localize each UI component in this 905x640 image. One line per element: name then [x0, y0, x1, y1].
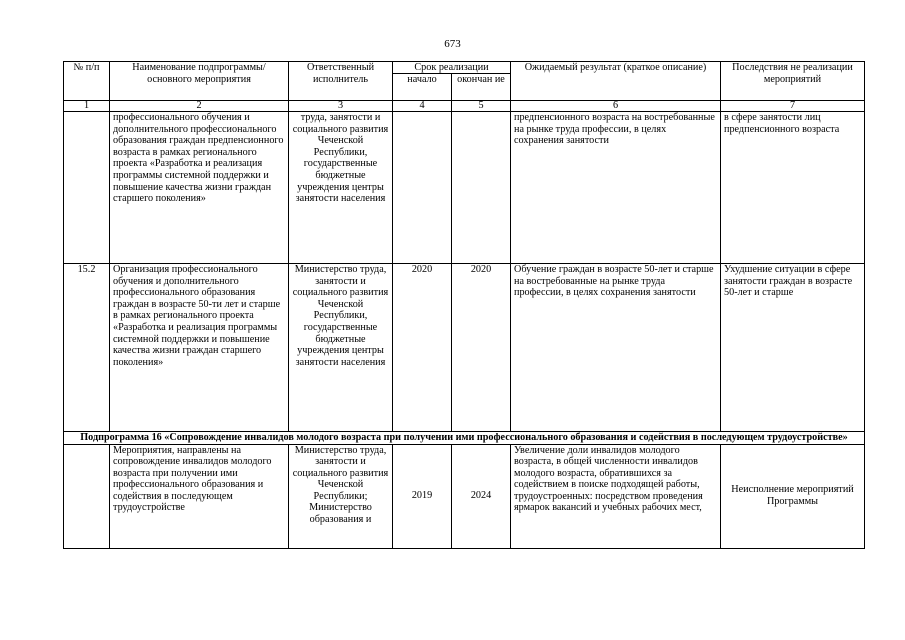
col-number: 6	[511, 101, 721, 112]
header-row	[64, 62, 865, 74]
header-consequence: Последствия не реализации мероприятий	[721, 62, 865, 101]
row-num: 15.2	[64, 264, 110, 432]
subprogram-row	[64, 432, 865, 445]
col-number: 7	[721, 101, 865, 112]
page-number: 673	[444, 38, 461, 50]
header-end: окончан ие	[452, 74, 511, 101]
row-result: Увеличение доли инвалидов молодого возраста, в общей численности инвалидов молодого возраста, обратившихся за содействием в поиске подходящей работы, трудоустроенных: посредством проведения ярмарок вакансий и учебных рабочих мест,	[511, 444, 721, 548]
row-result: Обучение граждан в возрасте 50-лет и старше на востребованные на рынке труда профессии, в целях сохранения занятости	[511, 264, 721, 432]
row-executor: Министерство труда, занятости и социального развития Чеченской Республики; Министерство образования и	[289, 444, 393, 548]
row-num	[64, 444, 110, 548]
row-start: 2019	[393, 444, 452, 548]
row-name: Организация профессионального обучения и дополнительного профессионального образования граждан в возрасте 50-ти лет и старше в рамках регионального проекта «Разработка и реализация программы системной поддержки и повышение качества жизни граждан старшего поколения»	[110, 264, 289, 432]
header-num: № п/п	[64, 62, 110, 101]
row-consequence: Ухудшение ситуации в сфере занятости граждан в возрасте 50-лет и старше	[721, 264, 865, 432]
row-consequence: Неисполнение мероприятий Программы	[721, 444, 865, 548]
header-start: начало	[393, 74, 452, 101]
row-end: 2024	[452, 444, 511, 548]
table-row	[64, 264, 865, 432]
row-consequence: в сфере занятости лиц предпенсионного возраста	[721, 112, 865, 264]
table-row	[64, 444, 865, 548]
row-end	[452, 112, 511, 264]
row-start: 2020	[393, 264, 452, 432]
subprogram-title: Подпрограмма 16 «Сопровождение инвалидов молодого возраста при получении ими профессионального образования и содействия в последующем трудоустройстве»	[64, 432, 865, 445]
row-executor: Министерство труда, занятости и социального развития Чеченской Республики, государственные бюджетные учреждения центры занятости населения	[289, 264, 393, 432]
table-row	[64, 112, 865, 264]
row-start	[393, 112, 452, 264]
row-result: предпенсионного возраста на востребованные на рынке труда профессии, в целях сохранения занятости	[511, 112, 721, 264]
col-number: 1	[64, 101, 110, 112]
row-name: Мероприятия, направлены на сопровождение инвалидов молодого возраста при получении ими профессионального образования и содействия в последующем трудоустройстве	[110, 444, 289, 548]
header-period: Срок реализации	[393, 62, 511, 74]
col-number: 5	[452, 101, 511, 112]
col-number: 3	[289, 101, 393, 112]
header-name: Наименование подпрограммы/ основного мероприятия	[110, 62, 289, 101]
column-number-row	[64, 101, 865, 112]
row-num	[64, 112, 110, 264]
col-number: 4	[393, 101, 452, 112]
header-result: Ожидаемый результат (краткое описание)	[511, 62, 721, 101]
row-name: профессионального обучения и дополнительного профессионального образования граждан предпенсионного возраста в рамках регионального проекта «Разработка и реализация программы системной поддержки и повышение качества жизни граждан старшего поколения»	[110, 112, 289, 264]
header-executor: Ответственный исполнитель	[289, 62, 393, 101]
row-end: 2020	[452, 264, 511, 432]
program-table	[63, 61, 865, 549]
row-executor: труда, занятости и социального развития Чеченской Республики, государственные бюджетные учреждения центры занятости населения	[289, 112, 393, 264]
col-number: 2	[110, 101, 289, 112]
